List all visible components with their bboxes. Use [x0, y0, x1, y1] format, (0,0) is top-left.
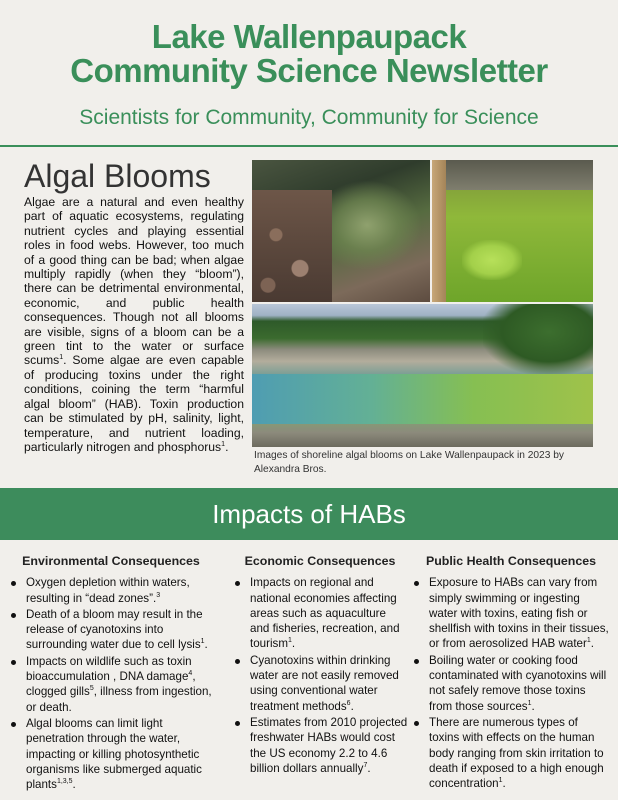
consequence-list [8, 575, 214, 792]
article-title: Algal Blooms [24, 158, 211, 194]
column-title: Economic Consequences [244, 554, 396, 568]
newsletter-header [0, 0, 618, 130]
impacts-heading: Impacts of HABs [212, 499, 406, 529]
newsletter-title [0, 20, 618, 88]
list-item: Boiling water or cooking food contaminated with cyanotoxins will not safely remove those toxins from those sources$^1$. [411, 653, 611, 714]
list-item: Impacts on regional and national economies affecting areas such as aquaculture and fisheries, recreation, and tourism$^1$. [232, 575, 408, 651]
article-text: . [225, 439, 229, 454]
impacts-banner [0, 488, 618, 540]
consequence-list [232, 575, 408, 776]
article-text: Algae are a natural and even healthy part of aquatic ecosystems, regulating nutrient cycles and playing essential roles in food webs. However, too much of a good thing can be bad; when algae multiply rapidly (when they “bloom”), there can be detrimental environmental, economic, and public health consequences. Though not all blooms are visible, signs of a bloom can be a green tint to the water or surface scums [24, 195, 244, 368]
title-line-1: Lake Wallenpaupack [151, 18, 467, 55]
list-item: Estimates from 2010 projected freshwater HABs would cost the US economy 2.2 to 4.6 billion dollars annually$^7$. [232, 715, 408, 776]
public-health-column [411, 554, 611, 792]
article-text: . Some algae are even capable of producing toxins under the right conditions, coining the term “harmful algal bloom” (HAB). Toxin production can be stimulated by pH, salinity, light, temperature, and nutrient loading, particularly nitrogen and phosphorus [24, 353, 244, 454]
column-title: Public Health Consequences [425, 554, 597, 568]
citation: 1 [221, 440, 226, 448]
citation: 1 [59, 354, 64, 362]
header-divider [0, 145, 618, 147]
list-item: Exposure to HABs can vary from simply swimming or ingesting water with toxins, eating fish or shellfish with toxins in their tissues, or from aerosolized HAB water$^1$. [411, 575, 611, 651]
list-item: Cyanotoxins within drinking water are not easily removed using conventional water treatment methods$^6$. [232, 653, 408, 714]
list-item: Oxygen depletion within waters, resulting in “dead zones”.$^3$ [8, 575, 214, 606]
consequence-list [411, 575, 611, 791]
list-item: Death of a bloom may result in the release of cyanotoxins into surrounding water due to cell lysis$^1$. [8, 607, 214, 653]
shoreline-photo-rocks [252, 160, 430, 302]
column-title: Environmental Consequences [22, 554, 200, 568]
article-body [24, 195, 244, 454]
list-item: Algal blooms can limit light penetration through the water, impacting or killing photosynthetic organisms like submerged aquatic plants$^{1,3,5}$. [8, 716, 214, 792]
list-item: Impacts on wildlife such as toxin bioaccumulation , DNA damage$^4$, clogged gills$^5$, illness from ingestion, or death. [8, 654, 214, 715]
newsletter-tagline: Scientists for Community, Community for Science [79, 106, 539, 129]
environmental-column [8, 554, 214, 793]
shoreline-photo-lake [252, 304, 593, 447]
list-item: There are numerous types of toxins with effects on the human body ranging from skin irritation to death if exposed to a high enough concentration$^1$. [411, 715, 611, 791]
photo-caption: Images of shoreline algal blooms on Lake Wallenpaupack in 2023 by Alexandra Bros. [254, 450, 564, 475]
algal-bloom-photos [252, 160, 593, 447]
shoreline-photo-green-water [432, 160, 593, 302]
title-line-2: Community Science Newsletter [70, 52, 548, 89]
economic-column [232, 554, 408, 777]
